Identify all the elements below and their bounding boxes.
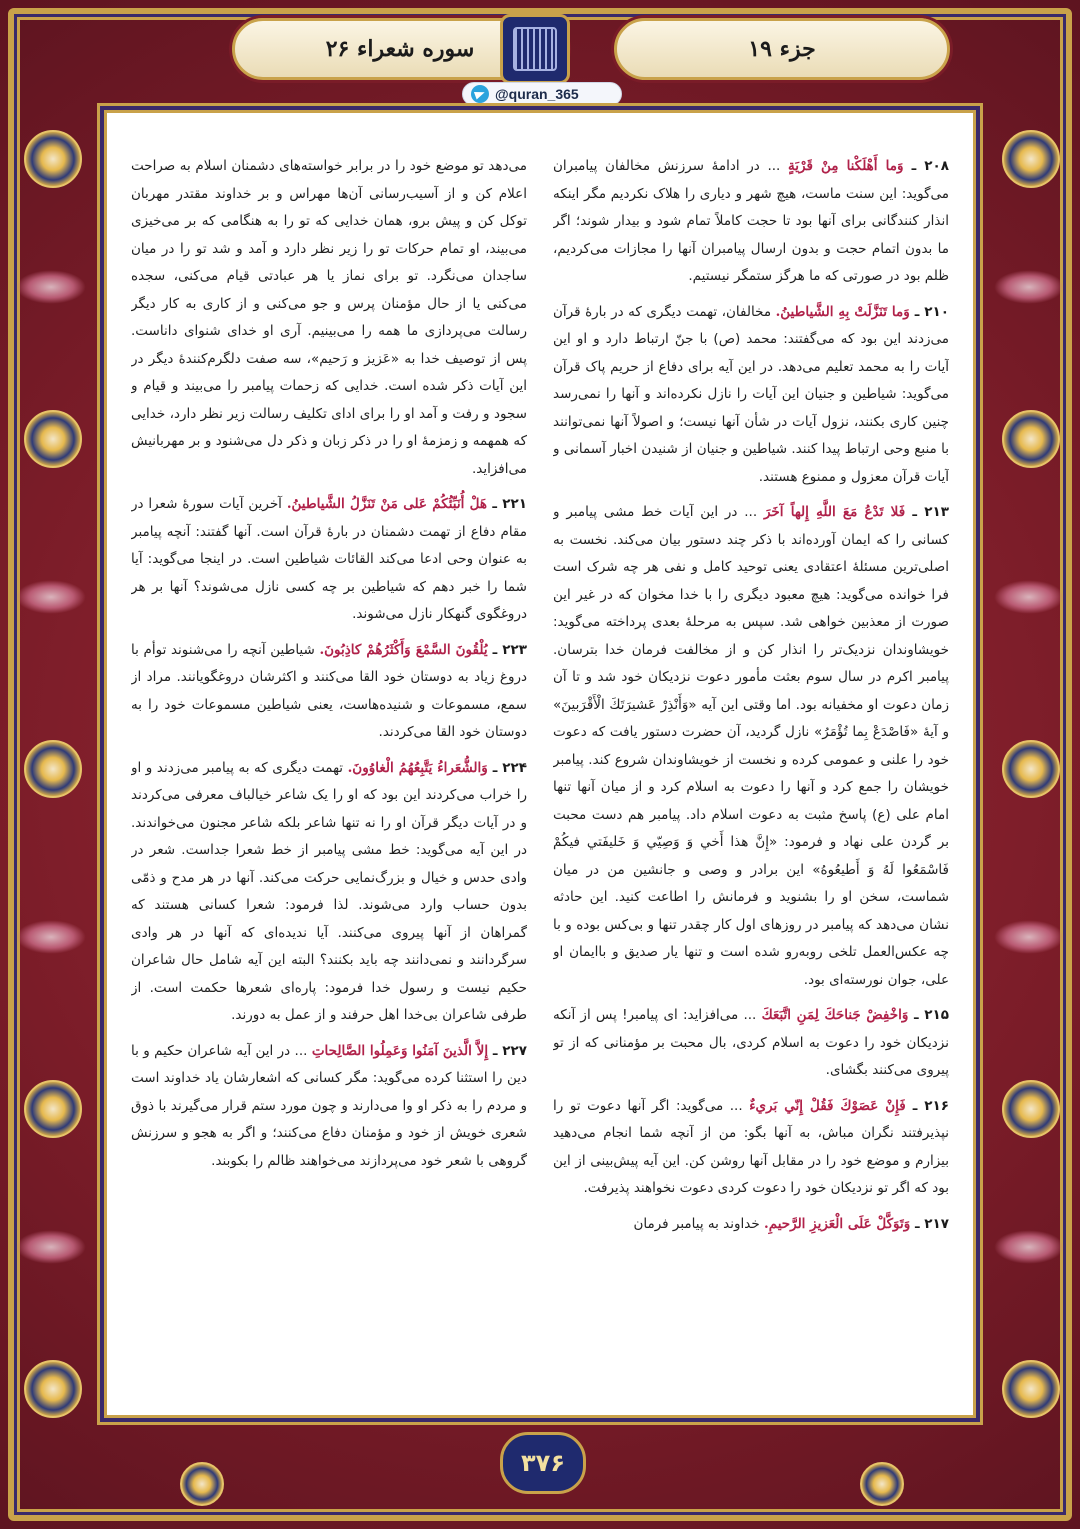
verse-number: ۲۱۳ ـ — [905, 504, 949, 520]
rosette-ornament-icon — [1002, 410, 1060, 468]
text-panel — [104, 110, 976, 1418]
telegram-icon — [471, 85, 489, 103]
ayah-quote: هَلْ أُنَبِّئُكُمْ عَلى مَنْ تَنَزَّلُ الشَّياطينُ. — [286, 496, 488, 512]
ayah-quote: يُلْقُونَ السَّمْعَ وَأَكْثَرُهُمْ كاذِبُونَ. — [319, 641, 488, 658]
commentary-text: خداوند به پیامبر فرمان — [633, 1215, 765, 1232]
surah-label: سوره شعراء ۲۶ — [325, 36, 475, 62]
commentary-text: آخرین آیات سورۀ شعرا در مقام دفاع از تهمت دشمنان در بارۀ قرآن است. آنها گفتند: آنچه پیامبر به عنوان وحی ادعا می‌کند القائات شیاطین است. در اینجا می‌گوید: آیا شما را خبر دهم که شیاطین بر چه کسی نازل می‌شوند؟ آنها بر هر دروغگوی گنهکار نازل می‌شوند. — [131, 496, 527, 622]
juz-label: جزء ۱۹ — [748, 36, 816, 62]
verse-number: ۲۲۷ ـ — [488, 1042, 527, 1059]
rosette-ornament-icon — [24, 130, 82, 188]
commentary-paragraph — [553, 1093, 949, 1203]
floral-ornament-icon — [994, 270, 1064, 304]
calligraphy-emblem-icon — [513, 27, 557, 71]
ayah-quote: وَاخْفِضْ جَناحَكَ لِمَنِ اتَّبَعَكَ — [761, 1007, 909, 1023]
rosette-ornament-icon — [1002, 740, 1060, 798]
juz-cartouche — [614, 18, 950, 80]
rosette-ornament-icon — [860, 1462, 904, 1506]
floral-ornament-icon — [16, 270, 86, 304]
floral-ornament-icon — [994, 920, 1064, 954]
left-column — [131, 153, 527, 1375]
commentary-paragraph — [553, 1002, 949, 1085]
right-column — [553, 153, 949, 1375]
rosette-ornament-icon — [24, 410, 82, 468]
rosette-ornament-icon — [1002, 1360, 1060, 1418]
commentary-paragraph — [553, 1211, 949, 1239]
rosette-ornament-icon — [24, 1080, 82, 1138]
verse-number: ۲۲۴ ـ — [487, 759, 527, 776]
commentary-paragraph — [131, 153, 527, 483]
verse-number: ۲۱۶ ـ — [905, 1097, 949, 1114]
rosette-ornament-icon — [180, 1462, 224, 1506]
quran-emblem-icon — [500, 14, 570, 84]
ayah-quote: وَتَوَكَّلْ عَلَى الْعَزيزِ الرَّحيمِ. — [764, 1215, 911, 1232]
rosette-ornament-icon — [1002, 130, 1060, 188]
commentary-paragraph — [131, 491, 527, 629]
floral-ornament-icon — [994, 1230, 1064, 1264]
ayah-quote: وَما تَنَزَّلَتْ بِهِ الشَّياطينُ. — [775, 303, 910, 320]
verse-number: ۲۱۷ ـ — [910, 1215, 949, 1232]
rosette-ornament-icon — [24, 740, 82, 798]
verse-number: ۲۲۳ ـ — [487, 641, 527, 658]
floral-ornament-icon — [994, 580, 1064, 614]
ayah-quote: وَالشُّعَراءُ يَتَّبِعُهُمُ الْغاوُونَ. — [347, 759, 488, 776]
commentary-text: مخالفان، تهمت دیگری که در بارۀ قرآن می‌زدند این بود که می‌گفتند: محمد (ص) با جنّ ارتباط دارد و او این آیات را به محمد تعلیم می‌دهد. در این آیه برای دفاع از حریم پاک قرآن می‌گوید: شیاطین و جنیان این آیات را نازل نکرده‌اند و آنها را نمی‌رسد چنین کاری بکنند، نزول آیات در شأن آنها نیست؛ و اصولاً آنها نمی‌توانند با منبع وحی ارتباط پیدا کنند. شیاطین و جنیان از شنیدن اخبار آسمانی و آیات قرآن معزول و ممنوع هستند. — [553, 303, 949, 485]
commentary-text: شیاطین آنچه را می‌شنوند توأم با دروغ زیاد به دوستان خود القا می‌کنند و اکثرشان دروغگویانند. مراد از سمع، مسموعات و شنیده‌هاست، یعنی شیاطین مسموعات خود را به دوستان خود القا می‌کردند. — [131, 641, 527, 740]
commentary-paragraph — [553, 299, 949, 492]
commentary-text: می‌دهد تو موضع خود را در برابر خواسته‌های دشمنان اسلام به صراحت اعلام کن و از آسیب‌رسانی آن‌ها مهراس و بر خداوند مقتدر مهربان توکل کن و پیش برو، همان خدایی که تو را به هنگامی که بر می‌خیزی می‌بیند، او تمام حرکات تو را زیر نظر دارد و آمد و شد تو را در میان ساجدان می‌نگرد. تو برای نماز یا هر عبادتی قیام می‌کنی، سجده می‌کنی یا از حال مؤمنان پرس و جو می‌کنی و از کاری به کار دیگر رسالت می‌پردازی ما همه را می‌بینیم. آری او خدای شنوای داناست. پس از توصیف خدا به «عَزيز و رَحيم»، سه صفت دلگرم‌کنندۀ دیگر در این آیات ذکر شده است. خدایی که زحمات پیامبر را می‌بیند و قیام و سجود و رفت و آمد او را برای ادای تکلیف رسالت زیر نظر دارد، خدایی که همهمه و زمزمۀ او را در ذکر زبان و ذکر دل می‌شنود و بر مهربانیش می‌افزاید. — [131, 158, 527, 477]
commentary-text: ... در این آیات خط مشی پیامبر و کسانی را که ایمان آورده‌اند با ذکر چند دستور بیان می‌کند. نخست به اصلی‌ترین مسئلۀ اعتقادی یعنی توحید کامل و نفی هر چه شرک است فرا خوانده می‌گوید: هیچ معبود دیگری را با خدا مخوان که در غیر این صورت از معذبین خواهی شد. سپس به مرحلۀ بعدی پرداخته می‌گوید: خویشاوندان نزدیک‌تر را انذار کن و از مخالفت فرمان خدا بترسان. پیامبر اکرم در سال سوم بعثت مأمور دعوت نزدیکان خود شد و تا آن زمان دعوت او مخفیانه بود. اما وقتی این آیه «وَأَنْذِرْ عَشيرَتَكَ الْأَقْرَبينَ» و آیۀ «فَاصْدَعْ بِما تُؤْمَرُ» نازل گردید، آن حضرت دستور یافت که دعوت خود را علنی و عمومی کرده و نخست از خویشاوندان شروع کند. پیامبر خویشان را جمع کرد و آنها را دعوت به اسلام کرد و از میان آنها تنها امام علی (ع) پاسخ مثبت به دعوت اسلام داد. پیامبر هم دست محبت بر گردن علی نهاد و فرمود: «إِنَّ هذا أَخي وَ وَصِيّي وَ خَليفَتي فيكُمْ فَاسْمَعُوا لَهُ وَ أَطيعُوهُ» این برادر و وصی و جانشین من در میان شماست، سخن او را بشنوید و فرمانش را اطاعت کنید. این حادثه نشان می‌دهد که پیامبر در روزهای اول کار چقدر تنها و بی‌کس بوده و با چه عکس‌العمل تلخی روبه‌رو شده است و تنها یار صدیق و باایمان او علی، جوان نورسته‌ای بود. — [553, 504, 949, 988]
verse-number: ۲۱۰ ـ — [909, 303, 949, 320]
commentary-paragraph — [131, 637, 527, 747]
floral-ornament-icon — [16, 920, 86, 954]
verse-number: ۲۱۵ ـ — [908, 1007, 949, 1023]
commentary-paragraph — [553, 499, 949, 994]
commentary-paragraph — [131, 755, 527, 1030]
commentary-paragraph — [553, 153, 949, 291]
channel-handle: @quran_365 — [495, 86, 579, 102]
page-number: ۳۷۶ — [521, 1449, 565, 1477]
commentary-text: ... می‌گوید: اگر آنها دعوت تو را نپذیرفتند نگران مباش، به آنها بگو: من از آنچه شما انجام می‌دهید بیزارم و موضع خود را در مقابل آنها روشن کن. این آیه پیش‌بینی از این بود که اگر تو نزدیکان خود را دعوت کردی دعوت نخواهند پذیرفت. — [553, 1097, 949, 1196]
commentary-paragraph — [131, 1038, 527, 1176]
channel-handle-badge[interactable] — [462, 82, 622, 106]
commentary-text: تهمت دیگری که به پیامبر می‌زدند و او را خراب می‌کردند این بود که او را یک شاعر خیالباف معرفی می‌کردند و در آیات دیگر قرآن او را نه تنها شاعر بلکه شاعر مجنون می‌خواندند. در این آیه می‌گوید: خط مشی پیامبر از خط شعرا جداست. شعر در وادی حدس و خیال و بزرگ‌نمایی حرکت می‌کند. آنها در هر مدح و ذمّی بدون حساب وارد می‌شوند. لذا فرمود: شعرا کسانی هستند که گمراهان از آنها پیروی می‌کنند. آیا ندیده‌ای که آنها در هر وادی سرگردانند و نمی‌دانند چه باید بکنند؟ البته این آیه شامل حال شاعران حکیم نیست و رسول خدا فرمود: پاره‌ای شعرها حکمت است. از طرفی شاعران بی‌خدا اهل حرفند و از عمل به دورند. — [131, 759, 527, 1023]
ayah-quote: وَما أَهْلَكْنا مِنْ قَرْيَةٍ — [788, 158, 904, 174]
ayah-quote: إِلاَّ الَّذينَ آمَنُوا وَعَمِلُوا الصَّالِحاتِ — [311, 1042, 489, 1059]
rosette-ornament-icon — [1002, 1080, 1060, 1138]
ayah-quote: فَإِنْ عَصَوْكَ فَقُلْ إِنّي بَريءٌ — [749, 1097, 906, 1114]
commentary-text: ... در این آیه شاعران حکیم و با دین را استثنا کرده می‌گوید: مگر کسانی که اشعارشان یاد خداوند است و مردم را به ذکر او وا می‌دارند و چون مورد ستم قرار می‌گیرند با ذوق شعری خویش از خود و مؤمنان دفاع می‌کنند؛ و اگر به هجو و سرزنش گروهی با شعر خود می‌پردازند می‌خواهند ظالم را بکوبند. — [131, 1042, 527, 1169]
verse-number: ۲۲۱ ـ — [487, 496, 527, 512]
rosette-ornament-icon — [24, 1360, 82, 1418]
page-number-badge — [500, 1432, 586, 1494]
commentary-text: ... در ادامۀ سرزنش مخالفان پیامبران می‌گوید: این سنت ماست، هیچ شهر و دیاری را هلاک نکردیم مگر اینکه انذار کنندگانی برای آنها بود تا حجت کاملاً تمام شود و بیدار شوند؛ اگر ما بدون اتمام حجت و بدون ارسال پیامبران آنها را مجازات می‌کردیم، ظلم بود در صورتی که ما هرگز ستمگر نیستیم. — [553, 158, 949, 284]
floral-ornament-icon — [16, 1230, 86, 1264]
verse-number: ۲۰۸ ـ — [903, 158, 949, 174]
ayah-quote: فَلا تَدْعُ مَعَ اللَّهِ إِلهاً آخَرَ — [763, 504, 906, 520]
floral-ornament-icon — [16, 580, 86, 614]
commentary-text: ... می‌افزاید: ای پیامبر! پس از آنکه نزدیکان خود را دعوت به اسلام کردی، بال محبت بر مؤمنانی که از تو پیروی می‌کنند بگشای. — [553, 1007, 949, 1078]
